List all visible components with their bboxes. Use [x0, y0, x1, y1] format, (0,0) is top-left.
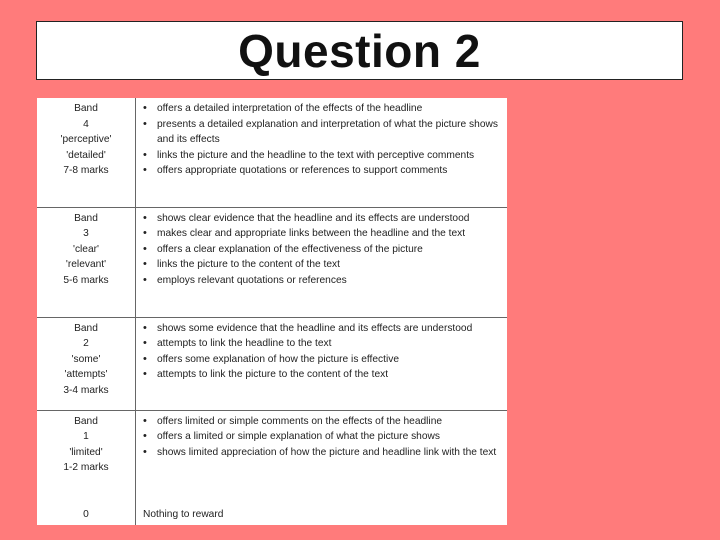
- band-word: Band: [74, 103, 98, 114]
- zero-mark: 0: [37, 482, 136, 525]
- band-descriptor: 'detailed': [66, 149, 106, 161]
- table-row: [37, 482, 507, 525]
- criterion-item: • shows clear evidence that the headline and its effects are understood: [143, 211, 503, 227]
- band-descriptor: 'relevant': [65, 259, 107, 270]
- band-word: Band: [74, 212, 98, 224]
- band-criteria: [136, 207, 508, 317]
- criterion-item: • employs relevant quotations or references: [143, 273, 503, 289]
- title-box: [36, 21, 683, 80]
- band-number: 1: [83, 431, 89, 442]
- band-criteria: [136, 410, 508, 482]
- band-descriptor: 'clear': [73, 243, 99, 255]
- band-number: 2: [83, 338, 89, 349]
- table-row: [37, 317, 507, 410]
- band-criteria: [136, 98, 508, 207]
- band-word: Band: [74, 415, 98, 427]
- criterion-item: • attempts to link the picture to the content of the text: [143, 367, 503, 383]
- band-label: [37, 410, 136, 482]
- table-row: [37, 410, 507, 482]
- criterion-item: • offers a limited or simple explanation of what the picture shows: [143, 429, 503, 445]
- zero-mark-text: Nothing to reward: [143, 508, 224, 520]
- band-number: 3: [83, 228, 89, 239]
- criterion-item: • offers some explanation of how the picture is effective: [143, 352, 503, 368]
- criterion-item: • offers a clear explanation of the effectiveness of the picture: [143, 242, 503, 258]
- criterion-item: • links the picture to the content of the text: [143, 257, 503, 273]
- criterion-item: • attempts to link the headline to the text: [143, 336, 503, 352]
- band-descriptor: 'limited': [69, 446, 103, 458]
- band-label: [37, 98, 136, 207]
- criterion-item: • offers limited or simple comments on the effects of the headline: [143, 414, 503, 430]
- mark-scheme-table: [37, 98, 507, 525]
- band-label: [37, 207, 136, 317]
- table-row: [37, 98, 507, 207]
- table-row: [37, 207, 507, 317]
- band-descriptor: 'perceptive': [60, 134, 112, 145]
- band-descriptor: 'some': [71, 353, 101, 365]
- page-title: Question 2: [238, 24, 481, 77]
- criterion-item: • shows limited appreciation of how the picture and headline link with the text: [143, 445, 503, 461]
- criterion-item: • shows some evidence that the headline and its effects are understood: [143, 321, 503, 337]
- band-criteria: [136, 317, 508, 410]
- band-label: [37, 317, 136, 410]
- band-descriptor: 'attempts': [64, 369, 108, 380]
- criterion-item: • offers a detailed interpretation of the effects of the headline: [143, 101, 503, 117]
- criterion-item: • makes clear and appropriate links between the headline and the text: [143, 226, 503, 242]
- band-marks: 5-6 marks: [63, 274, 109, 286]
- band-word: Band: [74, 322, 98, 334]
- criterion-item: • links the picture and the headline to the text with perceptive comments: [143, 148, 503, 164]
- band-table: [37, 98, 507, 525]
- band-number: 4: [83, 118, 89, 130]
- band-marks: 7-8 marks: [63, 165, 109, 176]
- criterion-item: • offers appropriate quotations or references to support comments: [143, 163, 503, 179]
- criterion-item: • presents a detailed explanation and interpretation of what the picture shows and its effects: [143, 117, 503, 148]
- band-marks: 3-4 marks: [63, 384, 109, 396]
- band-marks: 1-2 marks: [63, 462, 109, 473]
